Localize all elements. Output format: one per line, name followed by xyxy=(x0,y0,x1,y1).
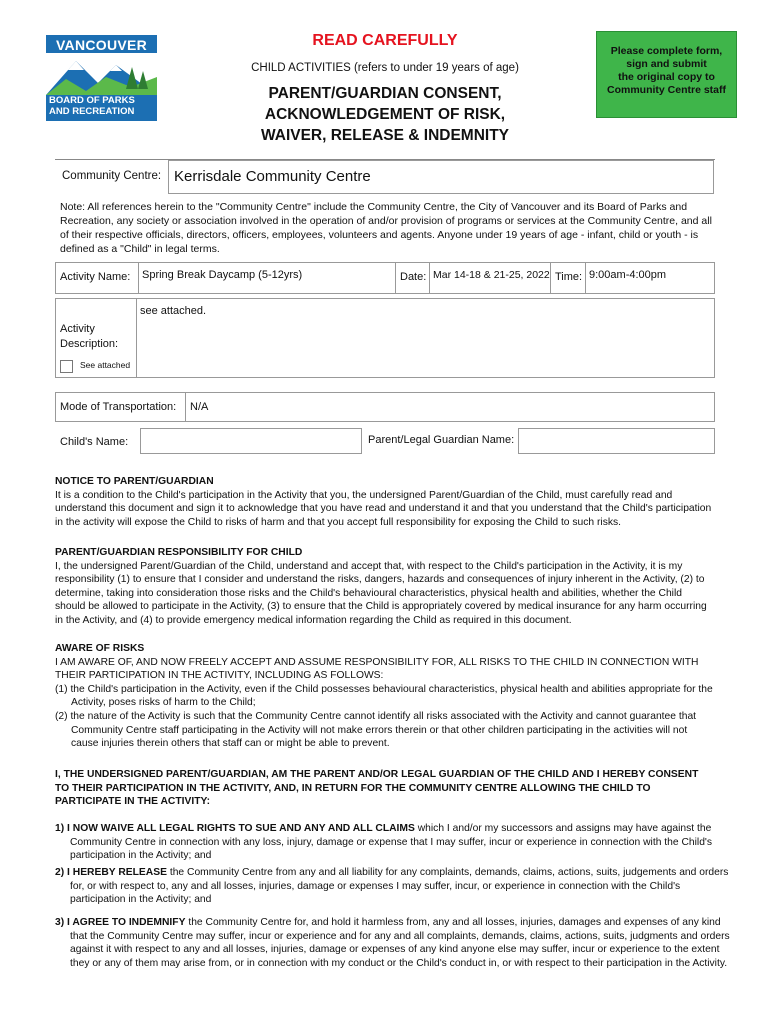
indemnify-bold: I AGREE TO INDEMNIFY xyxy=(67,917,186,928)
risks-item-2: (2) the nature of the Activity is such that the Community Centre cannot identify all risks associated with the Activity and cannot guarantee that Community Centre staff participating in the Activity will not make errors therein or that other children participating in the activities will not cause injuries therein others that staff can or might be able to prevent. xyxy=(55,710,697,750)
community-centre-label: Community Centre: xyxy=(62,170,162,182)
consent-item-1: 1) I NOW WAIVE ALL LEGAL RIGHTS TO SUE AND ANY AND ALL CLAIMS which I and/or my successors and assigns may have against the Community Centre in connection with any loss, injury, damage or expense that I may suffer, incur or experience in connection with the Child's participation in the Activity; and xyxy=(55,823,713,862)
child-name-field[interactable] xyxy=(140,428,362,454)
time-label: Time: xyxy=(555,271,583,283)
note-paragraph: Note: All references herein to the "Community Centre" include the Community Centre, the City of Vancouver and its Board of Parks and Recreation, any society or association involved in the operation of and/or provision of programs or services at the Community Centre, and all of their respective officials, directors, officers, employees, volunteers and agents. Anyone under 19 years of age - infant, child or youth - is defined as a "Child" in legal terms. xyxy=(60,201,712,255)
activity-description-value: see attached. xyxy=(140,305,207,317)
mountain-trees-icon xyxy=(46,53,157,95)
transport-field[interactable] xyxy=(185,392,715,422)
risks-item-1: (1) the Child's participation in the Activity, even if the Child possesses behavioural characteristics, physical health and abilities appropriate for the Activity, poses risks of harm to the Child; xyxy=(55,683,713,709)
date-label: Date: xyxy=(400,271,427,283)
consent-heading: I, THE UNDERSIGNED PARENT/GUARDIAN, AM THE PARENT AND/OR LEGAL GUARDIAN OF THE CHILD AND I HEREBY CONSENT TO THEIR PARTICIPATION IN THE ACTIVITY, AND, IN RETURN FOR THE COMMUNITY CENTRE ALLOWING THE CHILD TO PARTICIPATE IN THE ACTIVITY: xyxy=(55,769,699,808)
community-centre-value: Kerrisdale Community Centre xyxy=(174,168,371,185)
read-carefully-heading: READ CAREFULLY xyxy=(312,32,458,49)
time-value: 9:00am-4:00pm xyxy=(589,269,667,281)
transport-label: Mode of Transportation: xyxy=(60,401,177,413)
risks-intro: I AM AWARE OF, AND NOW FREELY ACCEPT AND ASSUME RESPONSIBILITY FOR, ALL RISKS TO THE CHILD IN CONNECTION WITH THEIR PARTICIPATION IN THE ACTIVITY, INCLUDING AS FOLLOWS: xyxy=(55,656,699,682)
activity-description-field[interactable] xyxy=(136,298,715,378)
consent-item-3: 3) I AGREE TO INDEMNIFY the Community Centre for, and hold it harmless from, any and all losses, injuries, damages and expenses of any kind that the Community Centre may suffer, incur or experience and for any and all complaints, demands, claims, actions, suits, judgments and orders against it with respect to any and all losses, injuries, damage or expenses of any kind anyone else may suffer, incur or experience to the extent they or any of them may arise from, or in connection with my conduct or the Child's conduct in, or with respect to their participation in the Activity. xyxy=(55,917,730,969)
responsibility-heading: PARENT/GUARDIAN RESPONSIBILITY FOR CHILD xyxy=(55,547,303,558)
form-title: PARENT/GUARDIAN CONSENT, ACKNOWLEDGEMENT OF RISK, WAIVER, RELEASE & INDEMNITY xyxy=(260,85,510,144)
notice-text: It is a condition to the Child's participation in the Activity that you, the undersigned Parent/Guardian of the Child, must carefully read and understand this document and sign it to acknowledge that you have read and understand it and that you understand that the Child's participation in the activity will expose the Child to risks of harm and that you accept full responsibility for exposing the Child to such risks. xyxy=(55,489,712,528)
see-attached-checkbox[interactable] xyxy=(60,360,73,373)
date-value: Mar 14-18 & 21-25, 2022 xyxy=(433,269,550,281)
guardian-name-label: Parent/Legal Guardian Name: xyxy=(368,434,515,446)
responsibility-text: I, the undersigned Parent/Guardian of the Child, understand and accept that, with respect to the Child's participation in the Activity, it is my responsibility (1) to ensure that I consider and understand the risks, dangers, hazards and consequences of injury inherent in the Activity, (2) to determine, taking into consideration those risks and the Child's behavioural characteristics, physical health and abilities, whether the Child should be allowed to participate in the Activity, (3) to ensure that the Child is appropriately covered by medical insurance for any harm occurring in the Activity, and (4) to provide emergency medical information regarding the Child as required in this document. xyxy=(55,560,707,626)
activity-name-value: Spring Break Daycamp (5-12yrs) xyxy=(142,269,303,281)
consent-item-2: 2) I HEREBY RELEASE the Community Centre from any and all liability for any complaints, demands, claims, actions, suits, judgements and orders for, or with respect to, any and all losses, injuries, damage or expenses I may suffer, incur, or experience in connection with the Child's participation in the Activity; and xyxy=(55,867,729,906)
child-name-label: Child's Name: xyxy=(60,436,129,448)
risks-heading: AWARE OF RISKS xyxy=(55,643,145,654)
child-activities-subtitle: CHILD ACTIVITIES (refers to under 19 years of age) xyxy=(251,62,519,74)
logo-vancouver-text: VANCOUVER xyxy=(55,37,148,53)
vancouver-parks-logo xyxy=(46,35,157,121)
activity-description-label: Activity Description: xyxy=(60,323,119,350)
submit-instructions-box: Please complete form, sign and submit the original copy to Community Centre staff xyxy=(596,31,737,118)
responsibility-section xyxy=(55,546,715,628)
notice-heading: NOTICE TO PARENT/GUARDIAN xyxy=(55,476,214,487)
guardian-name-field[interactable] xyxy=(518,428,715,454)
notice-section xyxy=(55,475,715,529)
logo-board-text: BOARD OF PARKS AND RECREATION xyxy=(49,95,135,117)
risks-section xyxy=(55,642,715,751)
activity-name-label: Activity Name: xyxy=(60,271,131,283)
release-bold: I HEREBY RELEASE xyxy=(67,867,167,878)
see-attached-label: See attached xyxy=(80,360,131,370)
transport-value: N/A xyxy=(190,401,209,413)
waive-claims-bold: I NOW WAIVE ALL LEGAL RIGHTS TO SUE AND ANY AND ALL CLAIMS xyxy=(67,823,415,834)
